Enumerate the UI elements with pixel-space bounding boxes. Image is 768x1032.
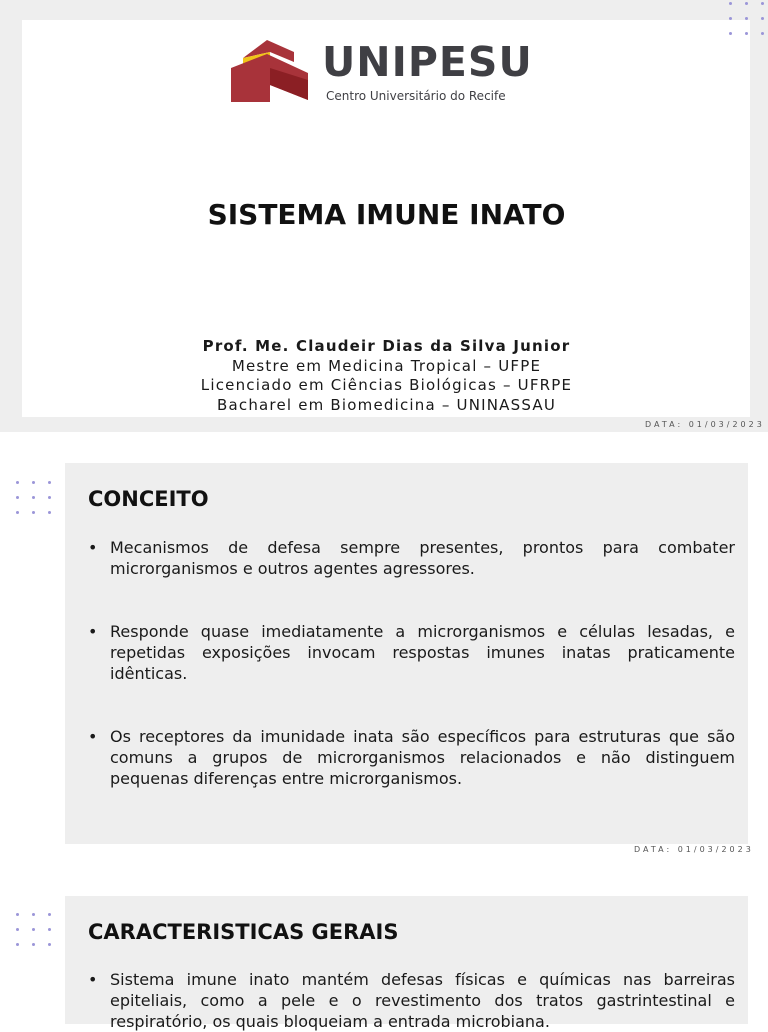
author-name: Prof. Me. Claudeir Dias da Silva Junior [202, 337, 571, 355]
author-credential: Bacharel em Biomedicina – UNINASSAU [216, 395, 557, 414]
author-credential: Mestre em Medicina Tropical – UFPE [231, 356, 542, 375]
decorative-dots-top-right [729, 2, 765, 35]
bullet-item: • Sistema imune inato mantém defesas físicas e químicas nas barreiras epiteliais, como a pele e o revestimento dos tratos gastrintestinal e respiratório, os quais bloqueiam a entrada microbiana. [88, 969, 735, 1032]
bullet-item: • Mecanismos de defesa sempre presentes, prontos para combater microrganismos e outros agentes agressores. [88, 537, 735, 579]
unipesu-logo-icon [230, 40, 312, 104]
section-title: CARACTERISTICAS GERAIS [88, 920, 399, 944]
bullet-item: • Responde quase imediatamente a microrganismos e células lesadas, e repetidas exposições invocam respostas imunes inatas praticamente idênticas. [88, 621, 735, 684]
concept-bullet-list [88, 537, 735, 789]
presentation-title: SISTEMA IMUNE INATO [207, 198, 566, 231]
decorative-dots-left [16, 913, 52, 946]
characteristics-bullet-list [88, 969, 735, 1032]
slide-date: DATA: 01/03/2023 [645, 420, 765, 429]
section-title: CONCEITO [88, 487, 209, 511]
author-block [0, 337, 768, 415]
author-credential: Licenciado em Ciências Biológicas – UFRPE [200, 376, 573, 394]
logo-tagline: Centro Universitário do Recife [326, 89, 506, 103]
bullet-item: • Os receptores da imunidade inata são específicos para estruturas que são comuns a grupos de microrganismos relacionados e não distinguem pequenas diferenças entre microrganismos. [88, 726, 735, 789]
decorative-dots-left [16, 481, 52, 514]
logo-brand-name: UNIPESU [322, 38, 533, 86]
slide-date: DATA: 01/03/2023 [634, 845, 754, 854]
